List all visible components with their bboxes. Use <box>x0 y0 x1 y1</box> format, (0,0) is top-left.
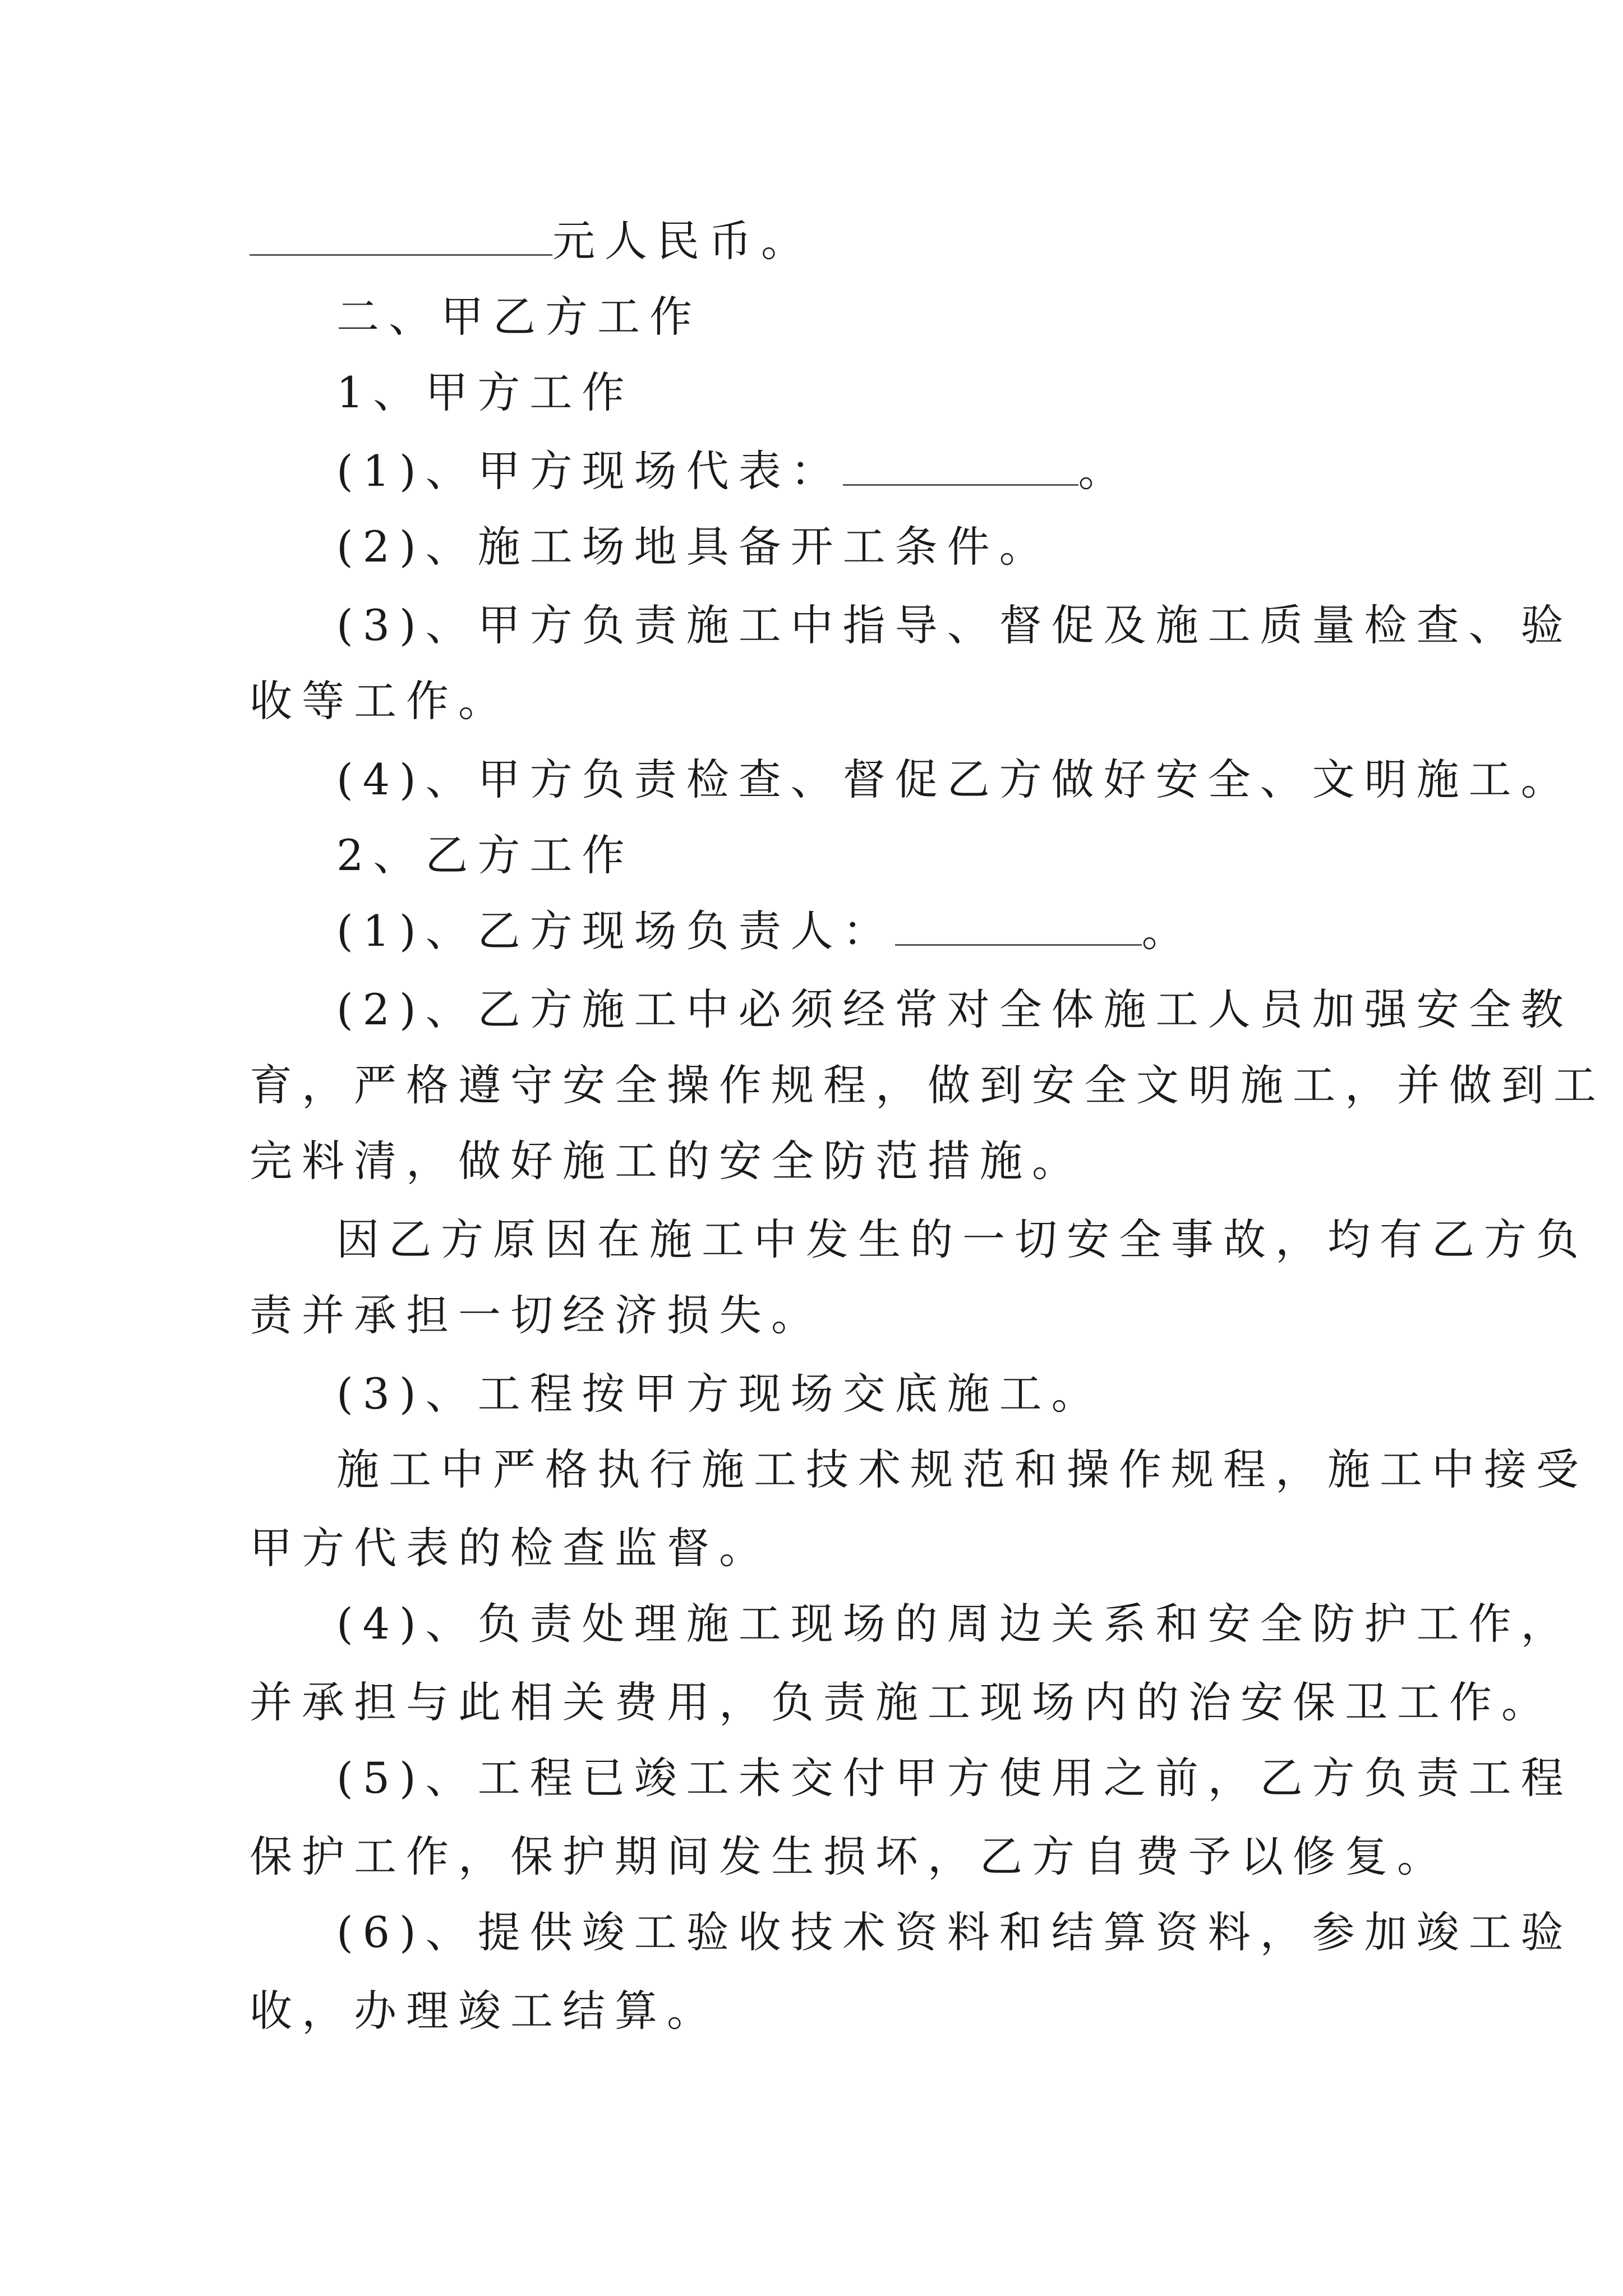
text-run: 育，严格遵守安全操作规程，做到安全文明施工，并做到工 <box>250 1060 1606 1110</box>
representative-blank[interactable] <box>843 445 1078 486</box>
text-run: (3)、工程按甲方现场交底施工。 <box>336 1369 1104 1419</box>
text-run: 完料清，做好施工的安全防范措施。 <box>250 1136 1084 1186</box>
paragraph-line <box>250 1829 1449 1885</box>
text-run: (3)、甲方负责施工中指导、督促及施工质量检查、验 <box>336 600 1573 650</box>
text-run: (1)、乙方现场负责人： <box>336 906 895 956</box>
paragraph-line <box>250 1520 771 1576</box>
paragraph-line <box>250 1057 1606 1114</box>
text-run: 保护工作，保护期间发生损坏，乙方自费予以修复。 <box>250 1832 1449 1881</box>
text-run: (4)、甲方负责检查、督促乙方做好安全、文明施工。 <box>336 754 1573 804</box>
text-run: 2、乙方工作 <box>336 830 634 880</box>
text-run: (6)、提供竣工验收技术资料和结算资料，参加竣工验 <box>336 1907 1573 1957</box>
paragraph-line <box>250 673 510 729</box>
paragraph-line <box>336 443 1131 499</box>
subsection-heading <box>336 827 634 884</box>
text-run: 收等工作。 <box>250 676 510 726</box>
paragraph-line <box>336 1904 1573 1961</box>
paragraph-line <box>336 1750 1573 1806</box>
paragraph-line <box>336 519 1052 575</box>
paragraph-line <box>336 982 1573 1038</box>
subsection-heading <box>336 365 634 421</box>
text-run: 。 <box>1078 446 1131 496</box>
amount-blank[interactable] <box>250 215 552 256</box>
paragraph-line <box>336 1596 1573 1652</box>
text-run: 施工中严格执行施工技术规范和操作规程，施工中接受 <box>336 1444 1588 1494</box>
paragraph-line <box>336 752 1573 808</box>
section-heading <box>336 289 702 345</box>
amount-line <box>250 213 813 269</box>
paragraph-line <box>336 597 1573 654</box>
text-run: 1、甲方工作 <box>336 367 634 417</box>
text-run: 责并承担一切经济损失。 <box>250 1290 823 1340</box>
text-run: 甲方代表的检查监督。 <box>250 1523 771 1573</box>
paragraph-line <box>250 1133 1084 1189</box>
paragraph-line <box>336 903 1194 959</box>
text-run: (1)、甲方现场代表： <box>336 446 843 496</box>
text-run: (2)、乙方施工中必须经常对全体施工人员加强安全教 <box>336 984 1573 1034</box>
responsible-person-blank[interactable] <box>895 905 1142 946</box>
text-run: (2)、施工场地具备开工条件。 <box>336 522 1052 572</box>
paragraph-line <box>250 1983 719 2039</box>
text-run: (5)、工程已竣工未交付甲方使用之前，乙方负责工程 <box>336 1753 1573 1803</box>
text-run: 收，办理竣工结算。 <box>250 1986 719 2036</box>
paragraph-line <box>336 1442 1588 1498</box>
paragraph-line <box>336 1366 1104 1422</box>
text-run: 。 <box>1141 906 1194 956</box>
text-run: 因乙方原因在施工中发生的一切安全事故，均有乙方负 <box>336 1214 1588 1264</box>
text-run: (4)、负责处理施工现场的周边关系和安全防护工作， <box>336 1599 1573 1649</box>
paragraph-line <box>336 1212 1588 1268</box>
text-run: 元人民币。 <box>552 216 813 266</box>
paragraph-line <box>250 1287 823 1343</box>
text-run: 并承担与此相关费用，负责施工现场内的治安保卫工作。 <box>250 1677 1553 1727</box>
text-run: 二、甲乙方工作 <box>336 292 702 342</box>
paragraph-line <box>250 1674 1553 1731</box>
